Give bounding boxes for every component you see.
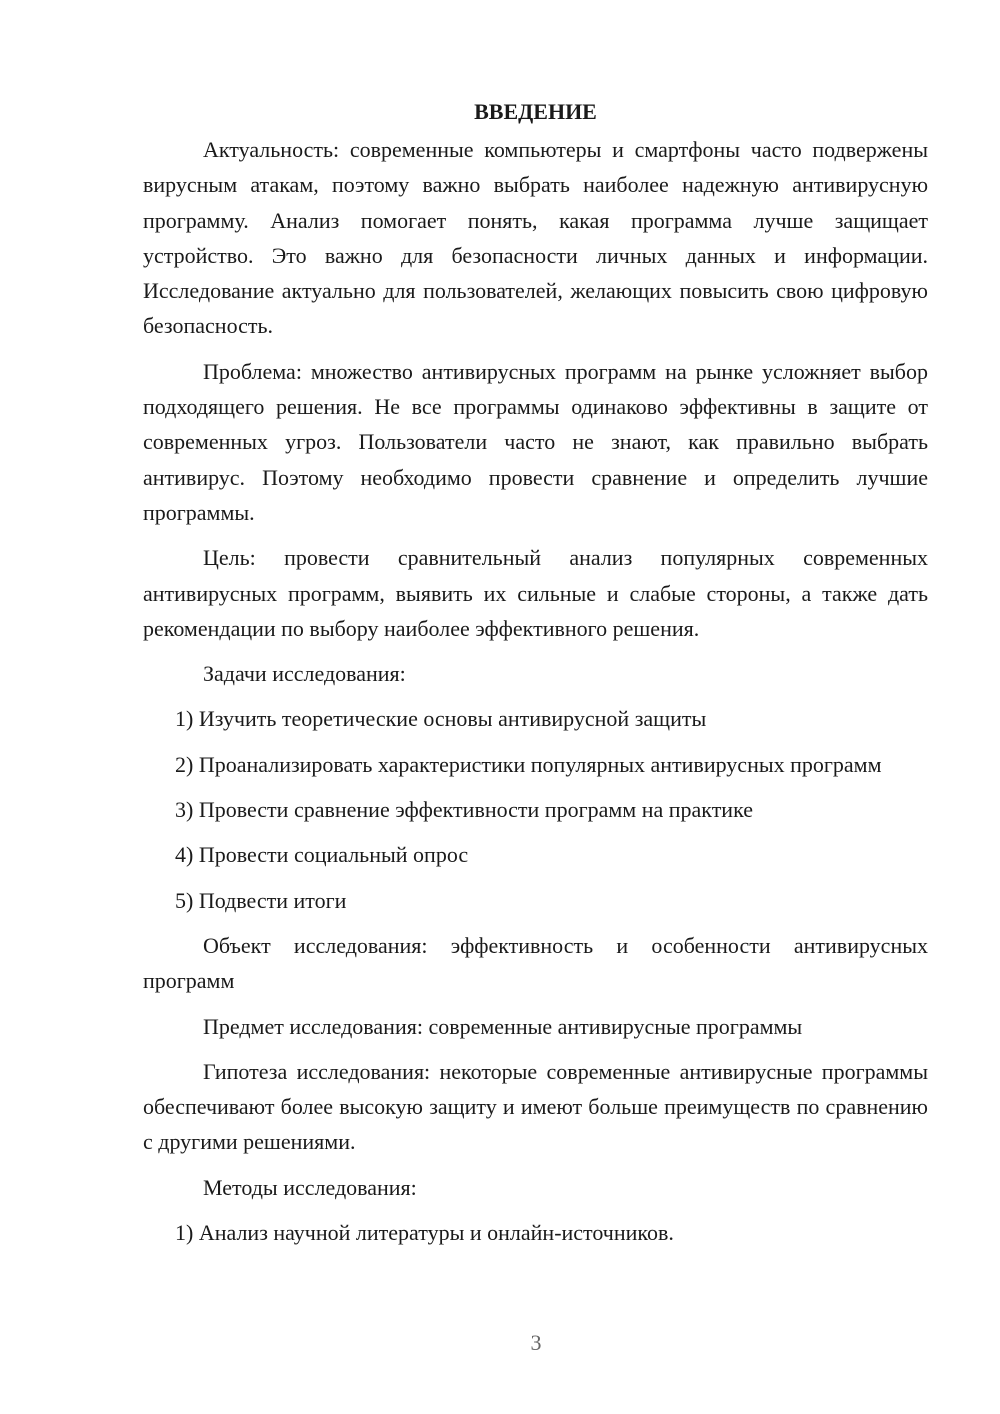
subject-paragraph: Предмет исследования: современные антивирусные программы	[203, 1013, 803, 1039]
method-item-1: 1) Анализ научной литературы и онлайн-источников.	[175, 1220, 674, 1246]
tasks-heading: Задачи исследования:	[203, 661, 406, 687]
goal-paragraph: Цель: провести сравнительный анализ популярных современных антивирусных программ, выявить их сильные и слабые стороны, а также дать рекомендации по выбору наиболее эффективного решения.	[143, 545, 928, 641]
task-item-2: 2) Проанализировать характеристики популярных антивирусных программ	[175, 751, 882, 777]
task-item-3: 3) Провести сравнение эффективности программ на практике	[175, 797, 753, 823]
relevance-paragraph: Актуальность: современные компьютеры и смартфоны часто подвержены вирусным атакам, поэтому важно выбрать наиболее надежную антивирусную программу. Анализ помогает понять, какая программа лучше защищает устройство. Это важно для безопасности личных данных и информации. Исследование актуально для пользователей, желающих повысить свою цифровую безопасность.	[143, 137, 928, 339]
methods-heading: Методы исследования:	[203, 1174, 417, 1200]
object-paragraph: Объект исследования: эффективность и особенности антивирусных программ	[143, 932, 928, 994]
task-item-1: 1) Изучить теоретические основы антивирусной защиты	[175, 706, 707, 732]
hypothesis-paragraph: Гипотеза исследования: некоторые современные антивирусные программы обеспечивают более высокую защиту и имеют больше преимуществ по сравнению с другими решениями.	[143, 1058, 928, 1155]
page-number: 3	[530, 1330, 542, 1355]
task-item-5: 5) Подвести итоги	[175, 887, 347, 913]
problem-paragraph: Проблема: множество антивирусных программ на рынке усложняет выбор подходящего решения. Не все программы одинаково эффективны в защите от современных угроз. Пользователи часто не знают, как правильно выбрать антивирус. Поэтому необходимо провести сравнение и определить лучшие программы.	[143, 358, 928, 525]
page-content	[143, 94, 928, 1260]
task-item-4: 4) Провести социальный опрос	[175, 842, 469, 868]
page-title: ВВЕДЕНИЕ	[474, 99, 597, 124]
